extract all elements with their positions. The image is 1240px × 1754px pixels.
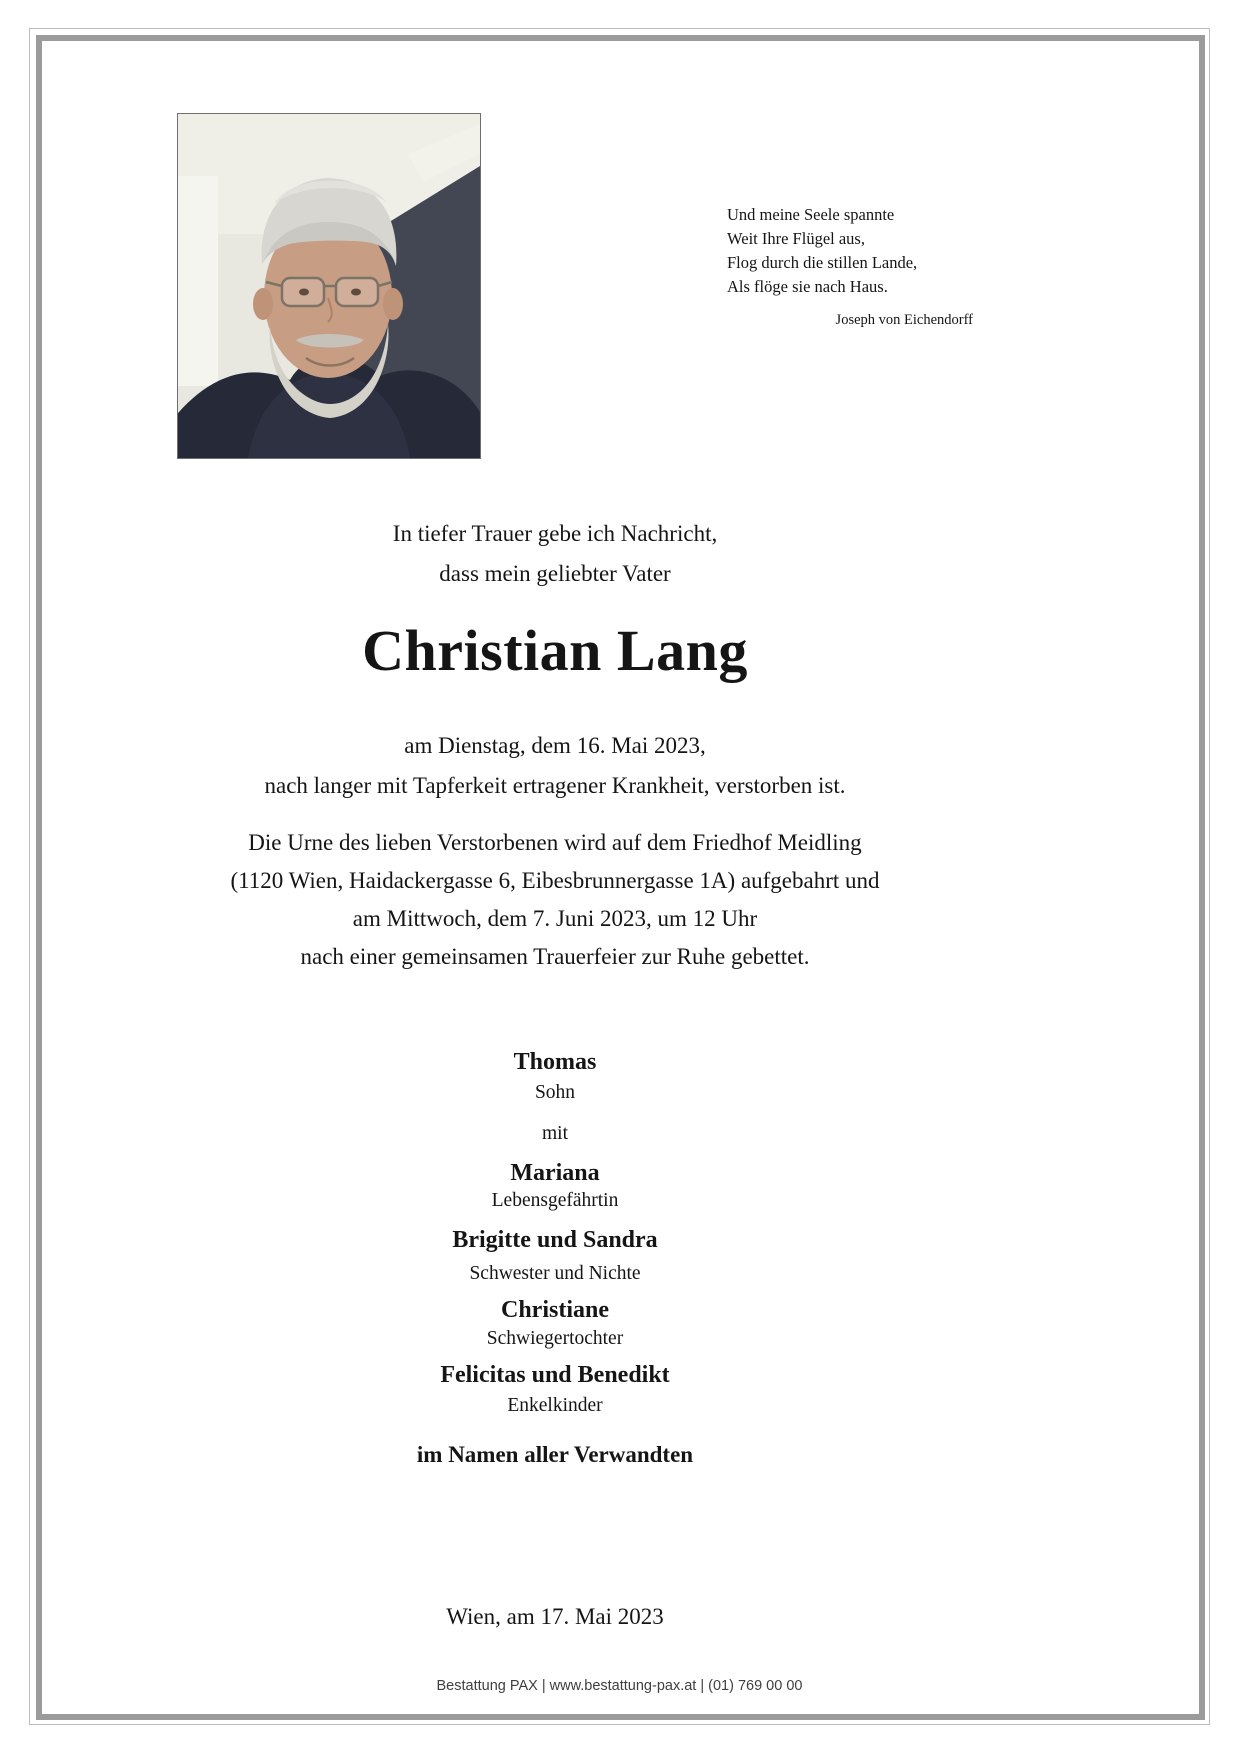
- mourner-name: Felicitas und Benedikt: [440, 1362, 670, 1388]
- mourner-name: Thomas: [513, 1049, 597, 1075]
- poem-line: Und meine Seele spannte: [727, 205, 895, 224]
- mourner-name: Christiane: [501, 1297, 609, 1323]
- deceased-name: Christian Lang: [362, 618, 748, 683]
- mourner-relation: Schwiegertochter: [486, 1328, 624, 1349]
- death-line: am Dienstag, dem 16. Mai 2023,: [404, 733, 706, 758]
- mourner-name: Brigitte und Sandra: [452, 1227, 658, 1253]
- mourners-closing: im Namen aller Verwandten: [416, 1442, 694, 1467]
- intro-line: In tiefer Trauer gebe ich Nachricht,: [392, 521, 718, 546]
- mourner-relation: Schwester und Nichte: [469, 1263, 641, 1284]
- portrait-illustration: [178, 114, 480, 458]
- funeral-line: (1120 Wien, Haidackergasse 6, Eibesbrunnergasse 1A) aufgebahrt und: [230, 868, 880, 893]
- funeral-line: nach einer gemeinsamen Trauerfeier zur Ruhe gebettet.: [300, 944, 810, 969]
- place-and-date: Wien, am 17. Mai 2023: [446, 1604, 664, 1629]
- mourner-connector: mit: [541, 1123, 568, 1144]
- poem-line: Als flöge sie nach Haus.: [727, 277, 888, 296]
- mourner-relation: Enkelkinder: [507, 1395, 603, 1416]
- poem-attribution: Joseph von Eichendorff: [835, 312, 973, 328]
- funeral-details: [42, 824, 1068, 976]
- death-notice: [42, 726, 1068, 806]
- death-line: nach langer mit Tapferkeit ertragener Krankheit, verstorben ist.: [264, 773, 846, 798]
- funeral-line: Die Urne des lieben Verstorbenen wird auf dem Friedhof Meidling: [248, 830, 862, 855]
- mourner-relation: Lebensgefährtin: [491, 1190, 619, 1211]
- poem-line: Weit Ihre Flügel aus,: [727, 229, 865, 248]
- mourner-relation: Sohn: [534, 1082, 576, 1103]
- funeral-home-footer: Bestattung PAX | www.bestattung-pax.at | (01) 769 00 00: [436, 1678, 803, 1694]
- funeral-line: am Mittwoch, dem 7. Juni 2023, um 12 Uhr: [352, 906, 758, 931]
- announcement-intro: [42, 514, 1068, 594]
- poem: [727, 203, 975, 332]
- poem-line: Flog durch die stillen Lande,: [727, 253, 918, 272]
- mourner-name: Mariana: [510, 1160, 600, 1186]
- intro-line: dass mein geliebter Vater: [439, 561, 671, 586]
- portrait-photo: [177, 113, 481, 459]
